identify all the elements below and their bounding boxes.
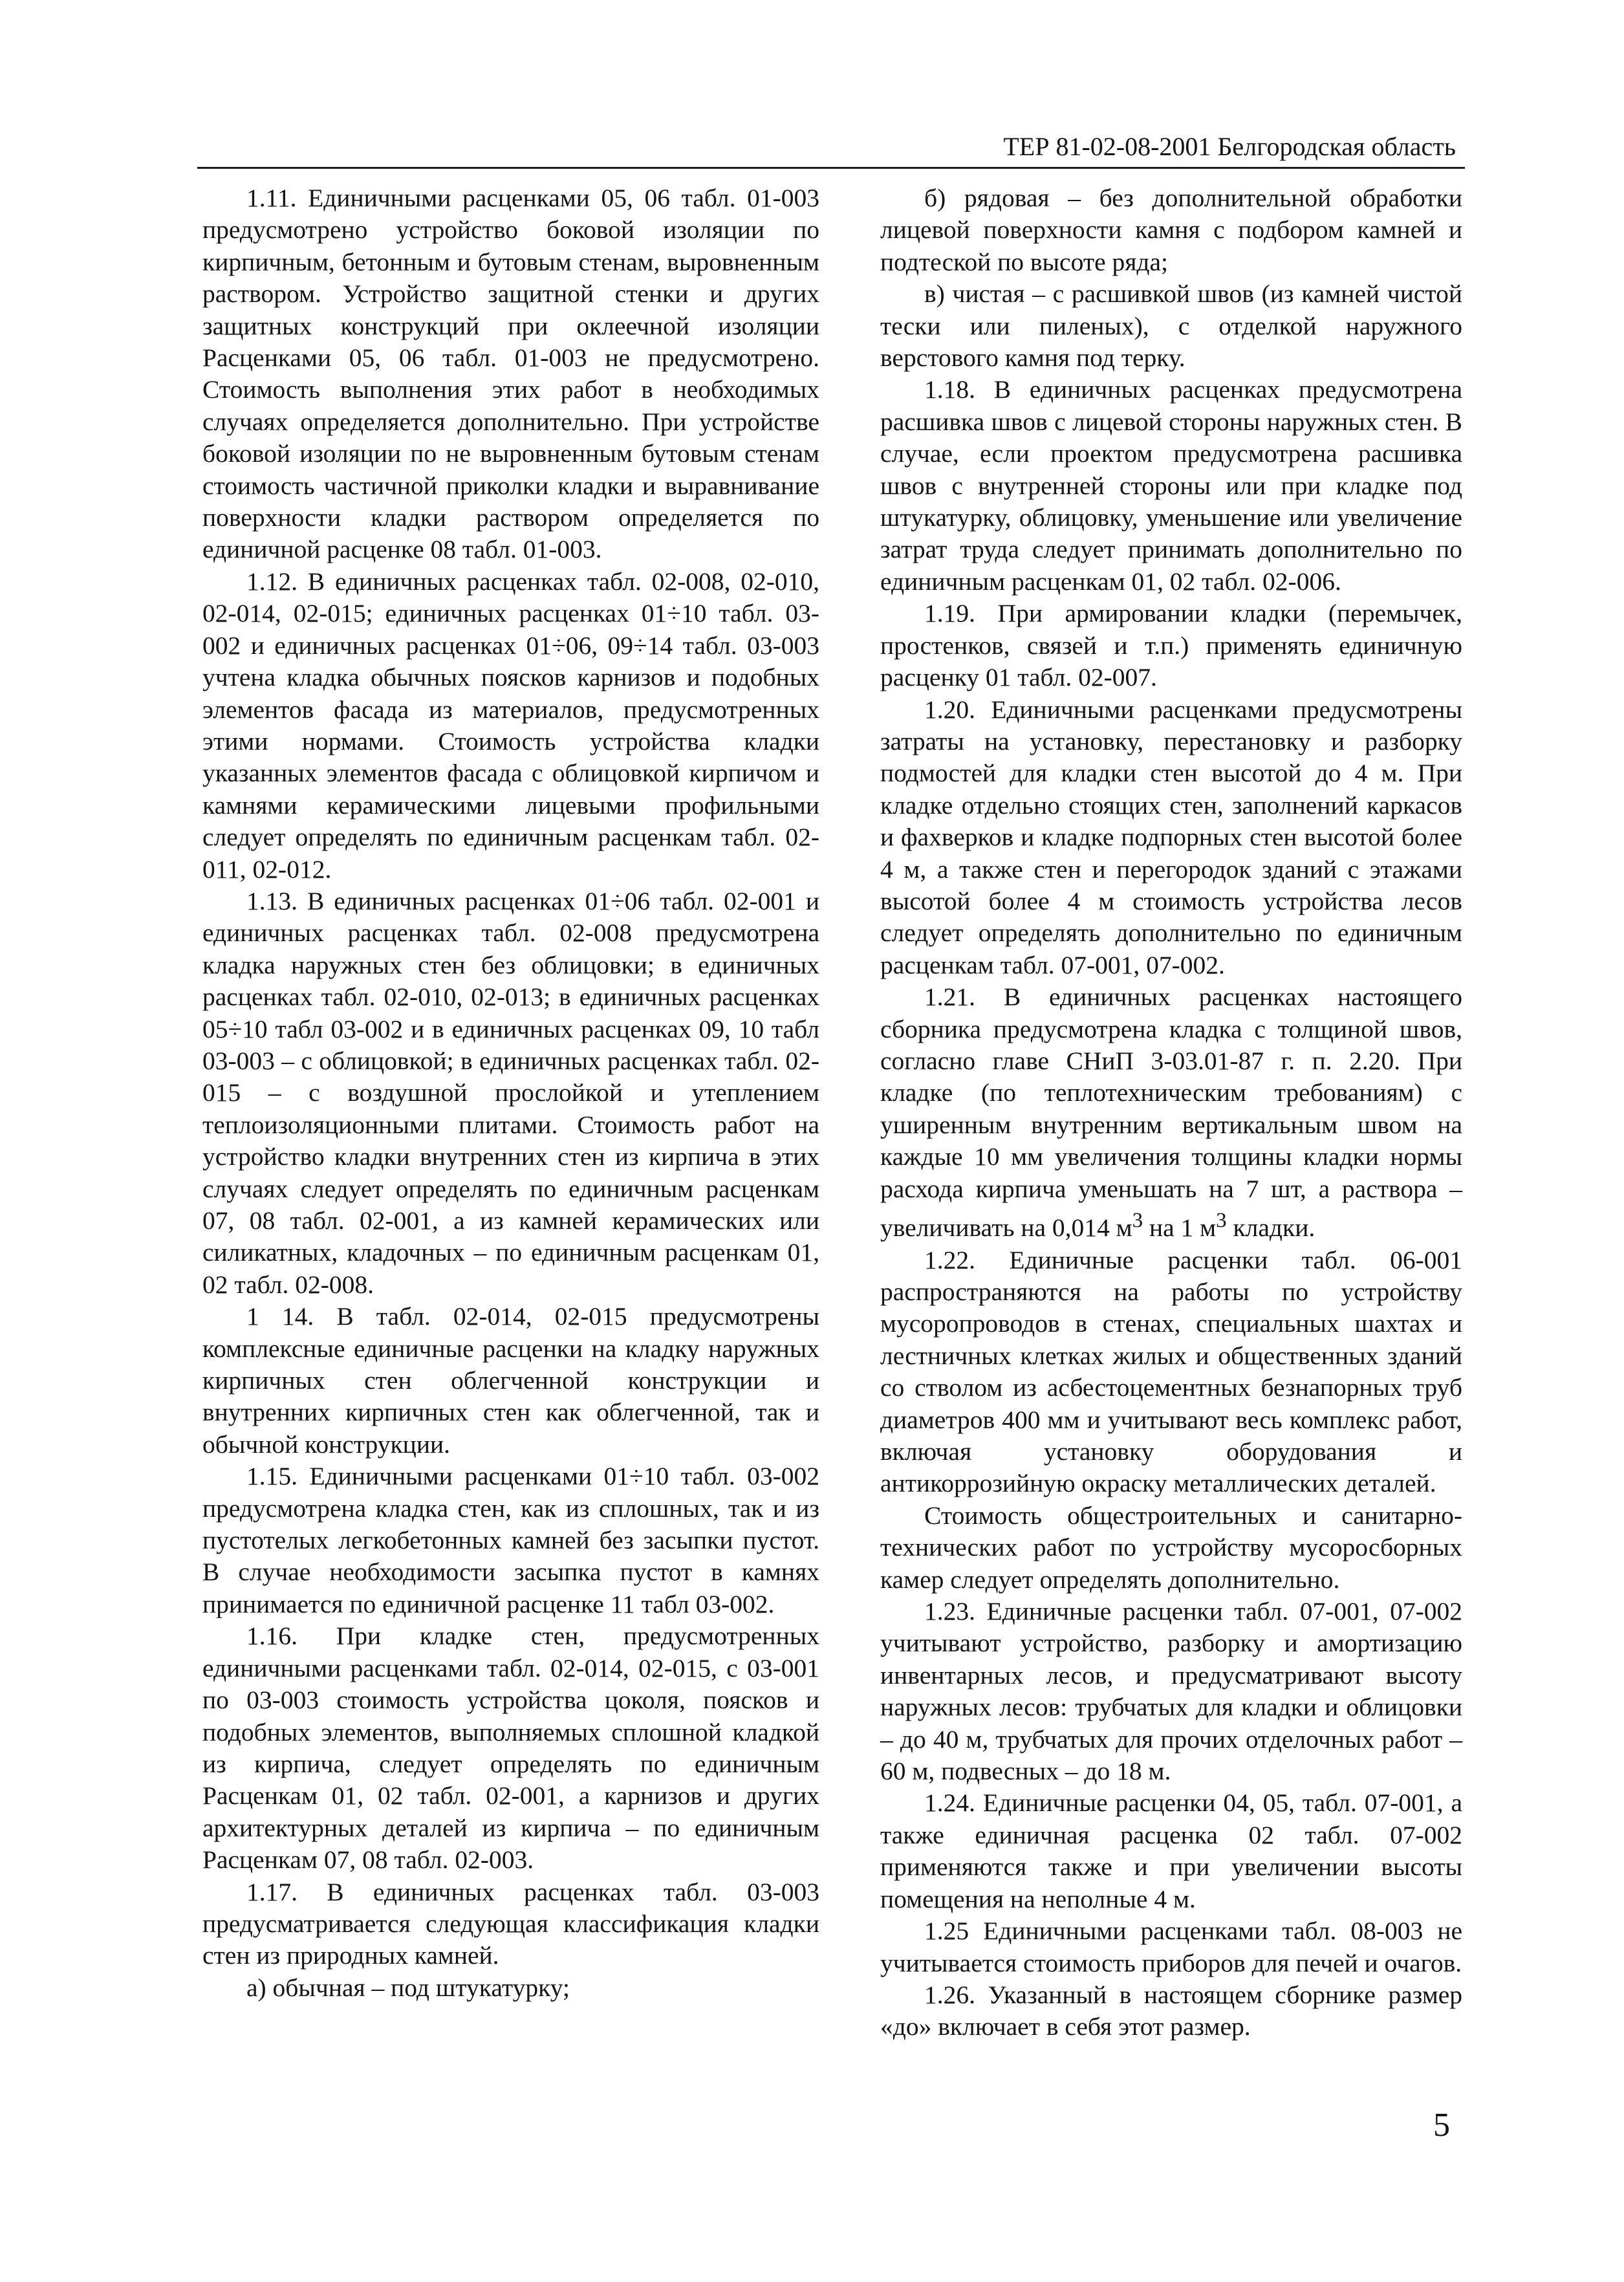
right-column xyxy=(880,182,1462,2043)
paragraph-1-16: 1.16. При кладке стен, предусмотренных единичными расценками табл. 02-014, 02-015, с 03-001 по 03-003 стоимость устройства цоколя, поясков и подобных элементов, выполняемых сплошной кладкой из кирпича, следует определять по единичным Расценкам 01, 02 табл. 02-001, а карнизов и других архитектурных деталей из кирпича – по единичным Расценкам 07, 08 табл. 02-003. xyxy=(202,1622,819,1874)
paragraph-1-14: 1 14. В табл. 02-014, 02-015 предусмотрены комплексные единичные расценки на кладку наружных кирпичных стен облегченной конструкции и внутренних кирпичных стен как облегченной, так и обычной конструкции. xyxy=(202,1302,819,1459)
list-item-a: а) обычная – под штукатурку; xyxy=(246,1973,570,2002)
list-item-b: б) рядовая – без дополнительной обработки лицевой поверхности камня с подбором камней и подтеской по высоте ряда; xyxy=(880,184,1462,276)
paragraph-1-15: 1.15. Единичными расценками 01÷10 табл. 03-002 предусмотрена кладка стен, как из сплошных, так и из пустотелых легкобетонных камней без засыпки пустот. В случае необходимости засыпка пустот в камнях принимается по единичной расценке 11 табл 03-002. xyxy=(202,1462,819,1618)
page-header-title: ТЕР 81-02-08-2001 Белгородская область xyxy=(1003,132,1456,161)
paragraph-1-19: 1.19. При армировании кладки (перемычек, простенков, связей и т.п.) применять единичную расценку 01 табл. 02-007. xyxy=(880,599,1462,692)
paragraph-1-21 xyxy=(880,981,1462,1244)
paragraph-1-21-text: 1.21. В единичных расценках настоящего сборника предусмотрена кладка с толщиной швов, согласно главе СНиП 3-03.01-87 г. п. 2.20. При кладке (по теплотехническим требованиям) с уширенным внутренним вертикальным швом на каждые 10 мм увеличения толщины кладки нормы расхода кирпича уменьшать на 7 шт, а раствора – увеличивать на 0,014 м xyxy=(880,983,1462,1243)
paragraph-1-17: 1.17. В единичных расценках табл. 03-003 предусматривается следующая классификация кладки стен из природных камней. xyxy=(202,1877,819,1970)
page-number: 5 xyxy=(1433,2107,1450,2144)
paragraph-1-18: 1.18. В единичных расценках предусмотрена расшивка швов с лицевой стороны наружных стен. В случае, если проектом предусмотрена расшивка швов с внутренней стороны или при кладке под штукатурку, облицовку, уменьшение или увеличение затрат труда следует принимать дополнительно по единичным расценкам 01, 02 табл. 02-006. xyxy=(880,375,1462,596)
paragraph-1-12: 1.12. В единичных расценках табл. 02-008, 02-010, 02-014, 02-015; единичных расценках 01÷10 табл. 03-002 и единичных расценках 01÷06, 09÷14 табл. 03-003 учтена кладка обычных поясков карнизов и подобных элементов фасада из материалов, предусмотренных этими нормами. Стоимость устройства кладки указанных элементов фасада с облицовкой кирпичом и камнями керамическими лицевыми профильными следует определять по единичным расценкам табл. 02-011, 02-012. xyxy=(202,567,819,884)
paragraph-1-13: 1.13. В единичных расценках 01÷06 табл. 02-001 и единичных расценках табл. 02-008 предусмотрена кладка наружных стен без облицовки; в единичных расценках табл. 02-010, 02-013; в единичных расценках 05÷10 табл 03-002 и в единичных расценках 09, 10 табл 03-003 – с облицовкой; в единичных расценках табл. 02-015 – с воздушной прослойкой и утеплением теплоизоляционными плитами. Стоимость работ на устройство кладки внутренних стен из кирпича в этих случаях следует определять по единичным расценкам 07, 08 табл. 02-001, а из камней керамических или силикатных, кладочных – по единичным расценкам 01, 02 табл. 02-008. xyxy=(202,886,819,1299)
paragraph-1-21-mid: на 1 м xyxy=(1143,1213,1217,1243)
left-column xyxy=(202,182,819,2004)
superscript-cubic-1: 3 xyxy=(1132,1209,1143,1232)
superscript-cubic-2: 3 xyxy=(1216,1209,1227,1232)
paragraph-cost: Стоимость общестроительных и санитарно-технических работ по устройству мусоросборных камер следует определять дополнительно. xyxy=(880,1501,1462,1594)
paragraph-1-25: 1.25 Единичными расценками табл. 08-003 не учитывается стоимость приборов для печей и очагов. xyxy=(880,1917,1462,1977)
paragraph-1-23: 1.23. Единичные расценки табл. 07-001, 07-002 учитывают устройство, разборку и амортизацию инвентарных лесов, и предусматривают высоту наружных лесов: трубчатых для кладки и облицовки – до 40 м, трубчатых для прочих отделочных работ – 60 м, подвесных – до 18 м. xyxy=(880,1597,1462,1786)
paragraph-1-22: 1.22. Единичные расценки табл. 06-001 распространяются на работы по устройству мусоропроводов в стенах, специальных шахтах и лестничных клетках жилых и общественных зданий со стволом из асбестоцементных безнапорных труб диаметров 400 мм и учитывают весь комплекс работ, включая установку оборудования и антикоррозийную окраску металлических деталей. xyxy=(880,1245,1462,1498)
list-item-c: в) чистая – с расшивкой швов (из камней чистой тески или пиленых), с отделкой наружного верстового камня под терку. xyxy=(880,279,1462,373)
paragraph-1-21-end: кладки. xyxy=(1226,1213,1315,1243)
header-rule xyxy=(197,167,1465,169)
paragraph-1-26: 1.26. Указанный в настоящем сборнике размер «до» включает в себя этот размер. xyxy=(880,1980,1462,2041)
paragraph-1-24: 1.24. Единичные расценки 04, 05, табл. 07-001, а также единичная расценка 02 табл. 07-002 применяются также и при увеличении высоты помещения на неполные 4 м. xyxy=(880,1788,1462,1913)
paragraph-1-20: 1.20. Единичными расценками предусмотрены затраты на установку, перестановку и разборку подмостей для кладки стен высотой до 4 м. При кладке отдельно стоящих стен, заполнений каркасов и фахверков и кладке подпорных стен высотой более 4 м, а также стен и перегородок зданий с этажами высотой более 4 м стоимость устройства лесов следует определять дополнительно по единичным расценкам табл. 07-001, 07-002. xyxy=(880,695,1462,979)
paragraph-1-11: 1.11. Единичными расценками 05, 06 табл. 01-003 предусмотрено устройство боковой изоляции по кирпичным, бетонным и бутовым стенам, выровненным раствором. Устройство защитной стенки и других защитных конструкций при оклеечной изоляции Расценками 05, 06 табл. 01-003 не предусмотрено. Стоимость выполнения этих работ в необходимых случаях определяется дополнительно. При устройстве боковой изоляции по не выровненным бутовым стенам стоимость частичной приколки кладки и выравнивание поверхности кладки раствором определяется по единичной расценке 08 табл. 01-003. xyxy=(202,184,819,564)
